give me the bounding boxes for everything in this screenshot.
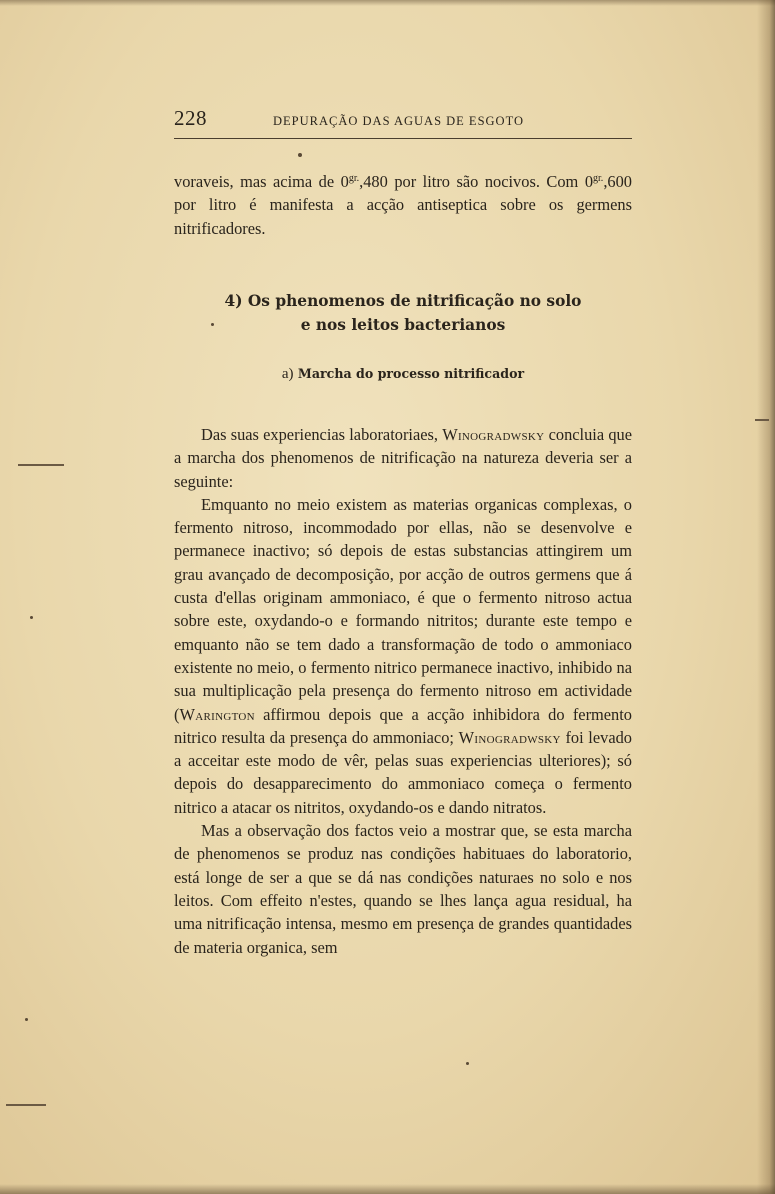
section-heading-line1: 4) Os phenomenos de nitrificação no solo: [224, 292, 582, 310]
author-name: Winogradwsky: [458, 727, 561, 747]
running-title: DEPURAÇÃO DAS AGUAS DE ESGOTO: [273, 114, 525, 128]
body-text: [174, 423, 632, 959]
ink-speck: [30, 616, 33, 619]
ink-speck: [211, 323, 214, 326]
intro-line1-start: voraveis, mas acima de 0: [174, 172, 349, 191]
p2-text: affirmou depois que a acção inhibidora do fermento nitrico resulta da presença do ammoniaco;: [174, 704, 632, 747]
page-header: [174, 106, 632, 136]
body-paragraph-1: [174, 423, 632, 493]
p2-text: Emquanto no meio existem as materias organicas complexas, o fermento nitroso, incommodado por ellas, não se desenvolve e permanece inactivo; só depois de estas substancias attingirem um grau avançado de decomposição, por acção de outros germens que á custa d'ellas originam ammoniaco, é que o fermento nitroso actua sobre este, oxydando-o e formando nitritos; durante este tempo e emquanto não se tem dado a transformação de todo o ammoniaco existente no meio, o fermento nitrico permanece inactivo, inhibido na sua multiplicação pela presença do fermento nitroso em actividade (: [174, 494, 632, 724]
unit-superscript: gr.: [593, 173, 604, 184]
p1-text: concluia que a marcha dos phenomenos de nitrificação na natureza deveria ser a seguinte:: [174, 425, 632, 491]
ink-speck: [25, 1018, 28, 1021]
header-rule: [174, 138, 632, 139]
ink-speck: [298, 153, 302, 157]
page-number: 228: [174, 106, 207, 130]
p2-text: foi levado a acceitar este modo de vêr, pelas suas experiencias ulteriores); só depois do desapparecimento do ammoniaco começa o fermento nitrico a atacar os nitritos, oxydando-os e dando nitratos.: [174, 727, 632, 817]
page-top-edge: [0, 0, 775, 6]
subsection-heading: [174, 364, 632, 384]
section-heading-line2: e nos leitos bacterianos: [300, 316, 506, 334]
unit-superscript: gr.: [348, 173, 360, 184]
margin-mark: [18, 464, 64, 466]
body-paragraph-3: Mas a observação dos factos veio a mostrar que, se esta marcha de phenomenos se produz nas condições habituaes do laboratorio, está longe de ser a que se dá nas condições naturaes no solo e nos leitos. Com effeito n'estes, quando se lhes lança agua residual, ha uma nitrificação intensa, mesmo em presença de grandes quantidades de materia organica, sem: [174, 821, 632, 957]
intro-paragraph: [174, 167, 632, 240]
subsection-title: Marcha do processo nitrificador: [297, 366, 525, 381]
page-bottom-edge: [0, 1184, 775, 1194]
section-heading: [174, 289, 632, 337]
intro-line2-end: ,600 por litro é manifesta a acção antiseptica sobre os germens nitrificadores.: [174, 172, 632, 238]
body-paragraph-2: [174, 493, 632, 819]
author-name: Warington: [179, 704, 255, 724]
margin-mark: [6, 1104, 46, 1106]
page-right-edge: [757, 0, 775, 1194]
subsection-label: a): [281, 366, 294, 382]
intro-line2-start: 0: [584, 172, 594, 191]
p1-text: Das suas experiencias laboratoriaes,: [201, 425, 443, 444]
intro-line1-end: ,480 por litro são nocivos. Com: [359, 172, 579, 191]
ink-speck: [466, 1062, 469, 1065]
author-name: Winogradwsky: [442, 425, 545, 444]
margin-mark: [755, 419, 769, 421]
